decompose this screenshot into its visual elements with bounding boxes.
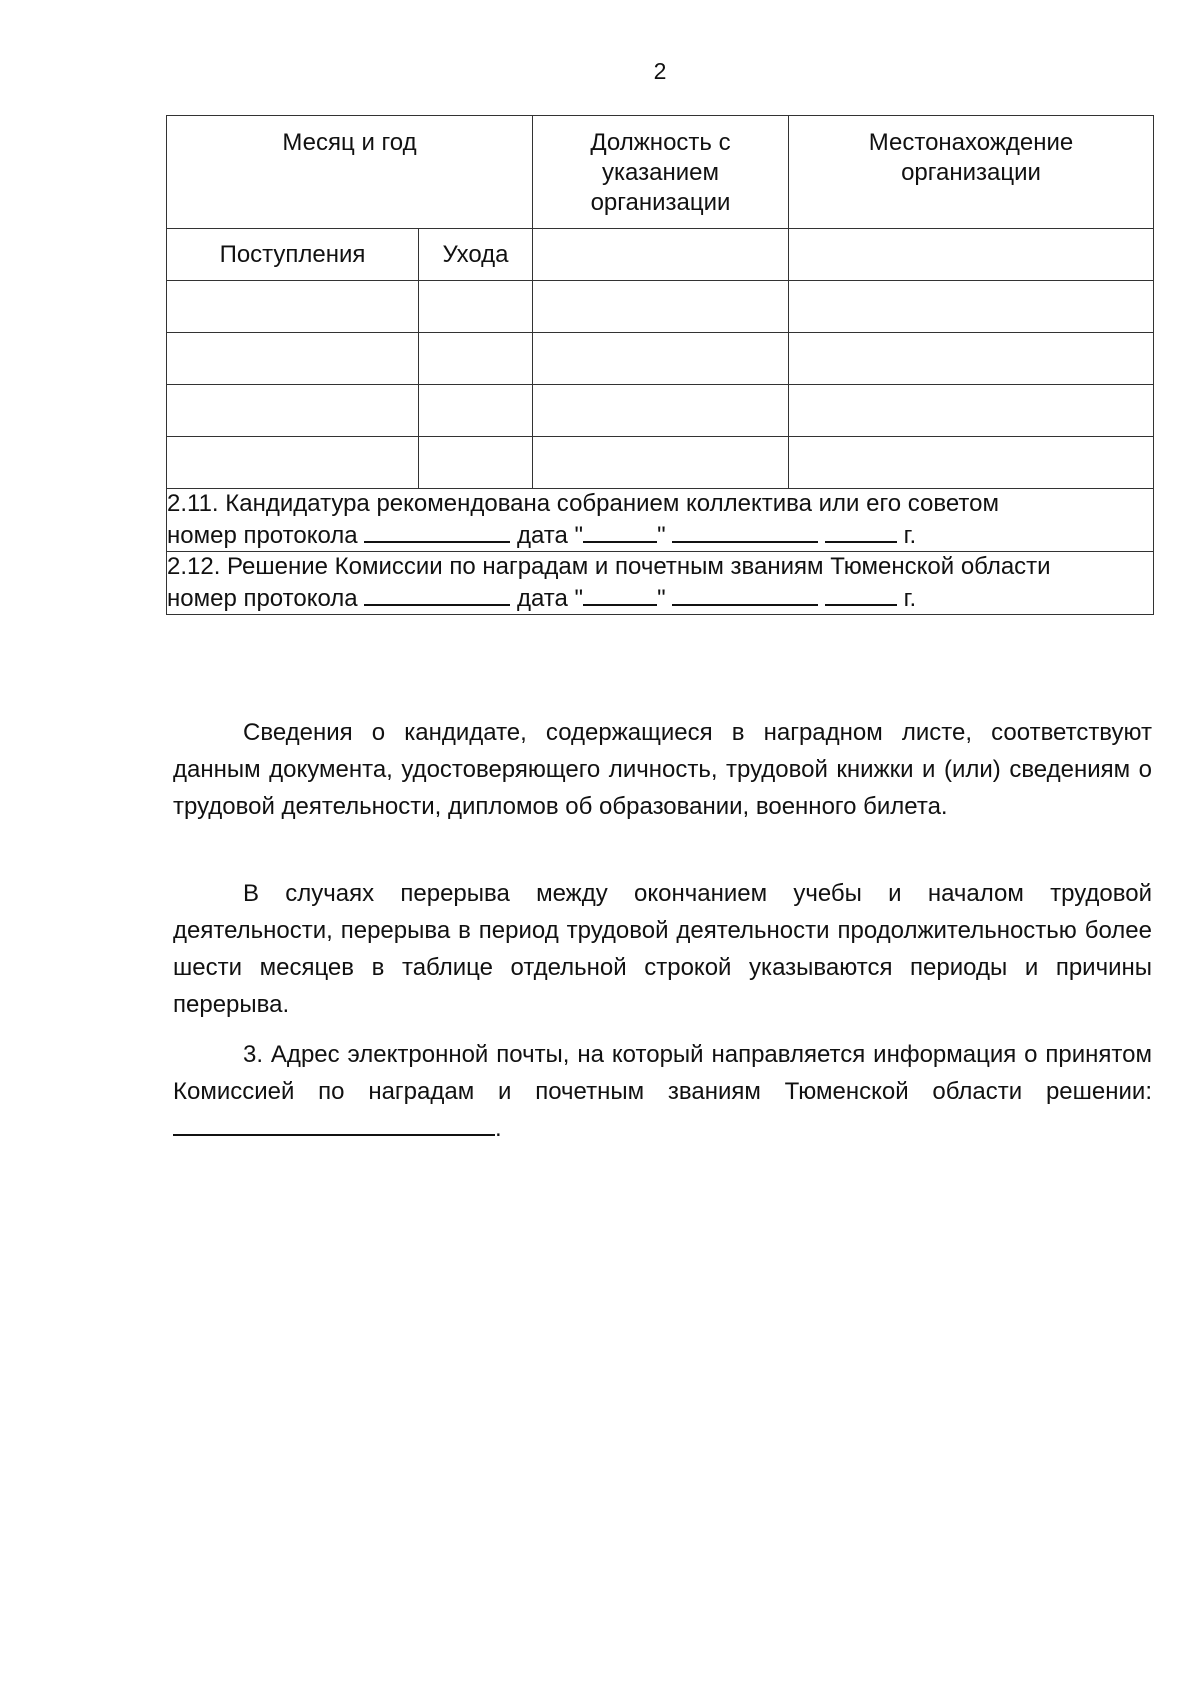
header-location bbox=[789, 116, 1154, 229]
subheader-leaving: Ухода bbox=[419, 229, 533, 281]
paragraph-text: 3. Адрес электронной почты, на который направляется информация о принятом Комиссией по наградам и почетным званиям Тюменской области решении: bbox=[173, 1041, 1152, 1105]
quote-close: " bbox=[657, 585, 666, 612]
header-position-text: Должность с указанием организации bbox=[590, 129, 731, 216]
table-subheader-row bbox=[167, 229, 1154, 281]
table-cell[interactable] bbox=[419, 437, 533, 489]
table-cell[interactable] bbox=[533, 333, 789, 385]
note-2-11-protocol-line bbox=[167, 519, 1153, 551]
note-2-12-cell bbox=[167, 552, 1154, 615]
note-2-12-row bbox=[167, 552, 1154, 615]
header-location-text: Местонахождение организации bbox=[868, 129, 1074, 186]
paragraph-text-container bbox=[173, 1036, 1152, 1147]
work-history-table bbox=[166, 115, 1154, 615]
protocol-label: номер протокола bbox=[167, 585, 358, 612]
paragraph-email-address bbox=[173, 1036, 1152, 1147]
table-row bbox=[167, 385, 1154, 437]
note-2-12-protocol-line bbox=[167, 582, 1153, 614]
table-cell[interactable] bbox=[419, 281, 533, 333]
date-month-field[interactable] bbox=[672, 582, 818, 606]
subheader-admission: Поступления bbox=[167, 229, 419, 281]
header-month-year: Месяц и год bbox=[167, 116, 533, 229]
note-2-11-cell bbox=[167, 489, 1154, 552]
table-cell[interactable] bbox=[167, 333, 419, 385]
table-cell[interactable] bbox=[789, 437, 1154, 489]
date-day-field[interactable] bbox=[583, 519, 657, 543]
table-cell[interactable] bbox=[167, 385, 419, 437]
date-year-field[interactable] bbox=[825, 519, 897, 543]
table-cell[interactable] bbox=[533, 281, 789, 333]
header-position bbox=[533, 116, 789, 229]
table-cell[interactable] bbox=[789, 385, 1154, 437]
table-cell[interactable] bbox=[789, 229, 1154, 281]
table-row bbox=[167, 333, 1154, 385]
protocol-number-field[interactable] bbox=[364, 519, 510, 543]
table-row bbox=[167, 281, 1154, 333]
table-row bbox=[167, 437, 1154, 489]
table-cell[interactable] bbox=[789, 281, 1154, 333]
note-2-11-text: 2.11. Кандидатура рекомендована собранием коллектива или его советом bbox=[167, 490, 999, 517]
email-field[interactable] bbox=[173, 1110, 495, 1136]
page-number: 2 bbox=[653, 58, 667, 84]
date-label: дата " bbox=[516, 585, 584, 612]
date-year-field[interactable] bbox=[825, 582, 897, 606]
year-suffix: г. bbox=[903, 585, 917, 612]
date-month-field[interactable] bbox=[672, 519, 818, 543]
paragraph-candidate-info bbox=[173, 714, 1152, 825]
paragraph-work-breaks bbox=[173, 875, 1152, 1023]
paragraph-text: Сведения о кандидате, содержащиеся в наградном листе, соответствуют данным документа, удостоверяющего личность, трудовой книжки и (или) сведениям о трудовой деятельности, дипломов об образовании, военного билета. bbox=[173, 719, 1152, 820]
table-cell[interactable] bbox=[533, 229, 789, 281]
table-cell[interactable] bbox=[533, 437, 789, 489]
note-2-11-row bbox=[167, 489, 1154, 552]
date-day-field[interactable] bbox=[583, 582, 657, 606]
table-cell[interactable] bbox=[167, 437, 419, 489]
table-header-row bbox=[167, 116, 1154, 229]
table-cell[interactable] bbox=[419, 385, 533, 437]
protocol-number-field[interactable] bbox=[364, 582, 510, 606]
table-cell[interactable] bbox=[789, 333, 1154, 385]
note-2-12-text: 2.12. Решение Комиссии по наградам и почетным званиям Тюменской области bbox=[167, 553, 1051, 580]
table-cell[interactable] bbox=[167, 281, 419, 333]
paragraph-end: . bbox=[495, 1115, 502, 1142]
date-label: дата " bbox=[516, 522, 584, 549]
paragraph-text: В случаях перерыва между окончанием учебы и началом трудовой деятельности, перерыва в период трудовой деятельности продолжительностью более шести месяцев в таблице отдельной строкой указываются периоды и причины перерыва. bbox=[173, 880, 1152, 1018]
quote-close: " bbox=[657, 522, 666, 549]
year-suffix: г. bbox=[903, 522, 917, 549]
table-cell[interactable] bbox=[533, 385, 789, 437]
table-cell[interactable] bbox=[419, 333, 533, 385]
protocol-label: номер протокола bbox=[167, 522, 358, 549]
